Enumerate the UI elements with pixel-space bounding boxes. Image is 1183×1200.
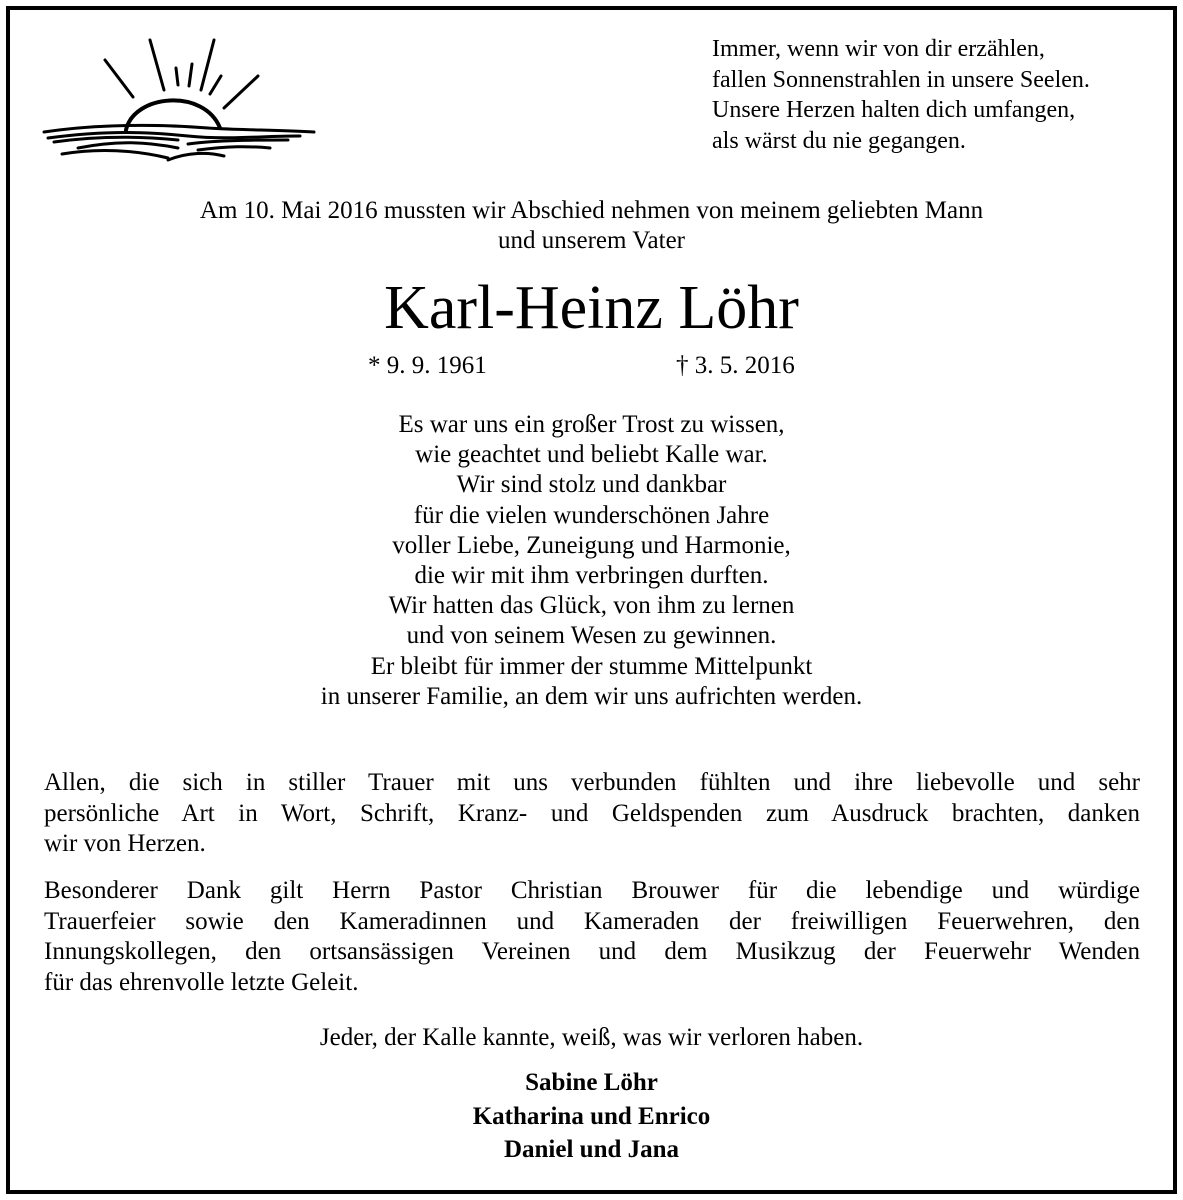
signers	[0, 1066, 1183, 1167]
verse-line: die wir mit ihm verbringen durften.	[414, 562, 769, 590]
intro-line: Am 10. Mai 2016 mussten wir Abschied nehmen von meinem geliebten Mann	[199, 197, 984, 224]
signer-name: Katharina und Enrico	[472, 1102, 711, 1130]
poem-line: fallen Sonnenstrahlen in unsere Seelen.	[712, 66, 1090, 93]
thanks-paragraph-general	[44, 768, 1140, 860]
poem-line: Unsere Herzen halten dich umfangen,	[712, 97, 1076, 123]
thanks-line: Besonderer Dank gilt Herrn Pastor Christian Brouwer für die lebendige und würdige	[44, 877, 1140, 904]
verse-line: Er bleibt für immer der stumme Mittelpunkt	[370, 652, 813, 680]
verse-line: für die vielen wunderschönen Jahre	[413, 501, 770, 529]
verse-line: und von seinem Wesen zu gewinnen.	[406, 622, 777, 650]
rising-sun-icon	[38, 32, 318, 162]
thanks-paragraph-special	[44, 876, 1140, 998]
thanks-line: Trauerfeier sowie den Kameradinnen und Kameraden der freiwilligen Feuerwehren, den	[44, 907, 1140, 935]
thanks-line: Innungskollegen, den ortsansässigen Vereinen und dem Musikzug der Feuerwehr Wenden	[44, 938, 1140, 965]
intro-text	[0, 196, 1183, 256]
thanks-line: für das ehrenvolle letzte Geleit.	[44, 968, 359, 996]
intro-line: und unserem Vater	[498, 227, 685, 254]
signer-name: Sabine Löhr	[525, 1069, 658, 1096]
closing-line: Jeder, der Kalle kannte, weiß, was wir verloren haben.	[319, 1024, 864, 1051]
deceased-name: Karl-Heinz Löhr	[384, 274, 799, 342]
verse-line: wie geachtet und beliebt Kalle war.	[415, 441, 768, 469]
thanks-line: persönliche Art in Wort, Schrift, Kranz- und Geldspenden zum Ausdruck brachten, danken	[44, 799, 1140, 827]
thanks-line: Allen, die sich in stiller Trauer mit uns verbunden fühlten und ihre liebevolle und sehr	[44, 769, 1140, 796]
verse-line: Wir hatten das Glück, von ihm zu lernen	[388, 592, 795, 620]
poem-line: Immer, wenn wir von dir erzählen,	[712, 36, 1045, 62]
birth-date: * 9. 9. 1961	[368, 352, 487, 379]
poem-line: als wärst du nie gegangen.	[712, 127, 966, 154]
death-date: † 3. 5. 2016	[676, 352, 795, 379]
memorial-verse	[0, 410, 1183, 712]
poem	[712, 34, 1152, 156]
thanks-line: wir von Herzen.	[44, 830, 206, 857]
verse-line: in unserer Familie, an dem wir uns aufrichten werden.	[320, 682, 863, 710]
verse-line: voller Liebe, Zuneigung und Harmonie,	[392, 531, 791, 559]
verse-line: Es war uns ein großer Trost zu wissen,	[398, 411, 785, 438]
verse-line: Wir sind stolz und dankbar	[456, 471, 727, 499]
signer-name: Daniel und Jana	[503, 1136, 680, 1163]
